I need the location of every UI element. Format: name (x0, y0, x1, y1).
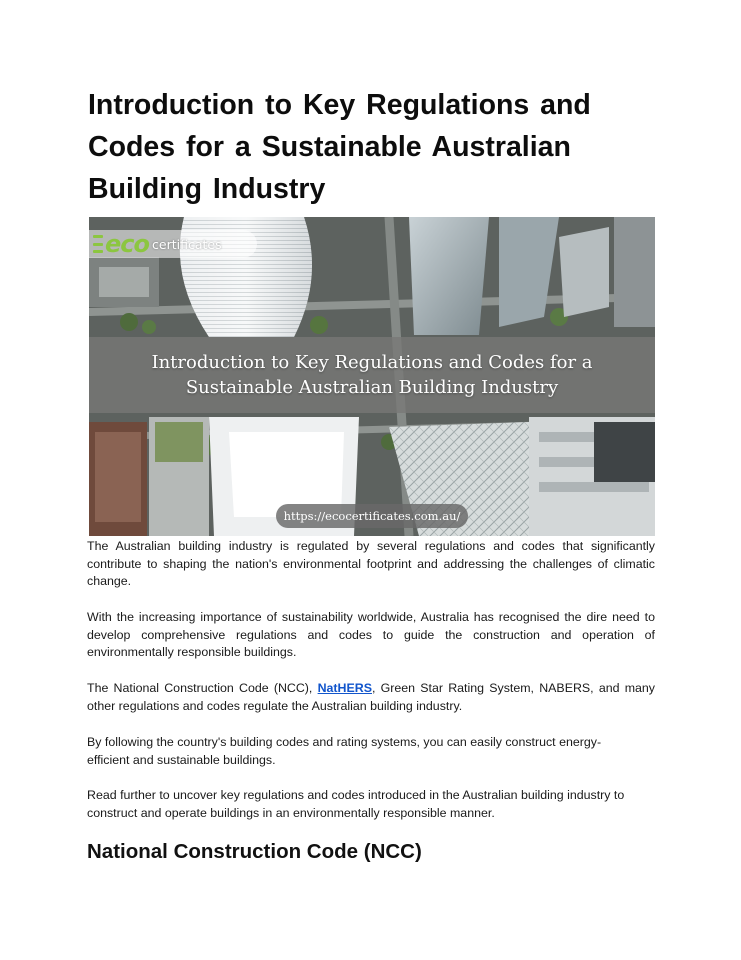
page-title: Introduction to Key Regulations and Codes for a Sustainable Australian Building Industry (88, 89, 591, 205)
banner-line-1: Introduction to Key Regulations and Codes for a (151, 352, 593, 373)
nathers-link[interactable]: NatHERS (317, 681, 372, 695)
paragraph-intro: The Australian building industry is regulated by several regulations and codes that significantly contribute to shaping the nation's environmental footprint and addressing the challenges of climatic change. (87, 539, 655, 589)
paragraph-sustainability: With the increasing importance of sustainability worldwide, Australia has recognised the dire need to develop comprehensive regulations and codes to guide the construction and operation of environmentally responsible buildings. (87, 610, 655, 660)
paragraph-building-codes: By following the country's building codes and rating systems, you can easily construct energy-efficient and sustainable buildings. (87, 735, 602, 767)
section-heading-ncc: National Construction Code (NCC) (87, 840, 422, 863)
eco-certificates-logo (89, 230, 257, 258)
paragraph-read-further: Read further to uncover key regulations and codes introduced in the Australian building industry to construct and operate buildings in an environmentally responsible manner. (87, 788, 625, 820)
banner-line-2: Sustainable Australian Building Industry (185, 377, 559, 398)
logo-brand-text: eco (105, 230, 149, 258)
paragraph-regulations-start: The National Construction Code (NCC), (87, 681, 318, 695)
hero-title-banner (89, 337, 655, 413)
logo-mark-icon (93, 235, 103, 253)
hero-image (89, 217, 655, 536)
logo-suffix-text: certificates (152, 236, 222, 252)
paragraph-regulations (87, 680, 655, 715)
website-url-badge: https://ecocertificates.com.au/ (276, 504, 468, 528)
paragraph-regulations-end: , Green Star Rating System, NABERS, and many other regulations and codes regulate the Australian building industry. (87, 681, 656, 713)
